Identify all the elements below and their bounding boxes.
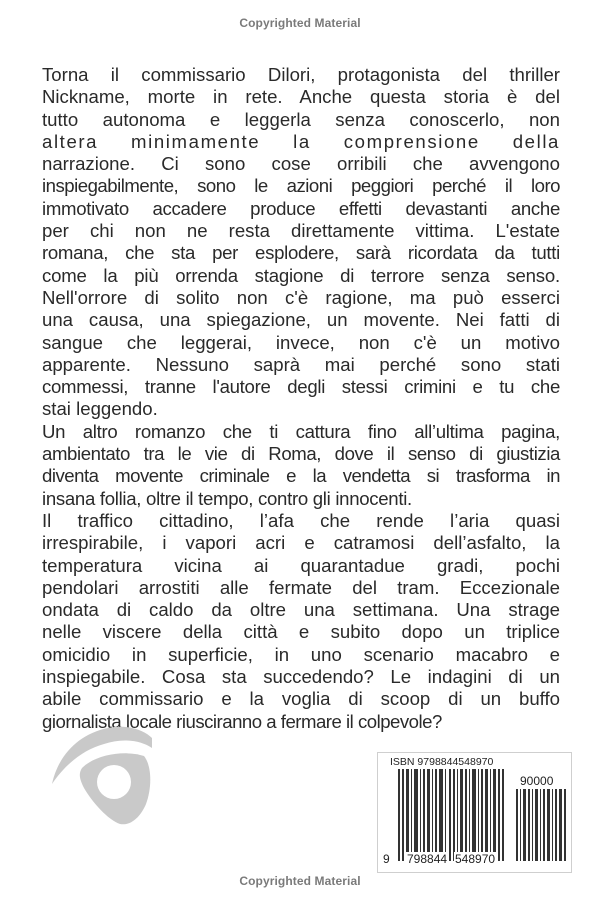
blurb-line: nelle viscere della città e subito dopo un triplice — [42, 621, 560, 643]
blurb-line: ondata di caldo da oltre una settimana. Una strage — [42, 599, 560, 621]
blurb-line: Un altro romanzo che ti cattura fino all’ultima pagina, — [42, 420, 560, 442]
blurb-line: tutto autonoma e leggerla senza conoscerlo, non — [42, 108, 560, 130]
copyright-watermark-top: Copyrighted Material — [239, 16, 361, 30]
blurb-line: stai leggendo. — [42, 398, 158, 420]
blurb-line: abile commissario e la voglia di scoop di un buffo — [42, 688, 560, 710]
blurb-line: inspiegabilmente, sono le azioni peggiori perché il loro — [42, 175, 560, 197]
addon-barcode-bars — [516, 789, 568, 861]
blurb-line: una causa, una spiegazione, un movente. Nei fatti di — [42, 309, 560, 331]
blurb-line: diventa movente criminale e la vendetta si trasforma in — [42, 465, 560, 487]
blurb-line: romana, che sta per esplodere, sarà ricordata da tutti — [42, 242, 560, 264]
blurb-line: immotivato accadere produce effetti devastanti anche — [42, 197, 560, 219]
blurb-line: insana follia, oltre il tempo, contro gli innocenti. — [42, 487, 412, 509]
isbn-label: ISBN 9798844548970 — [390, 756, 494, 768]
isbn-barcode — [377, 752, 572, 873]
blurb-line: Nickname, morte in rete. Anche questa storia è del — [42, 86, 560, 108]
barcode-digits-right: 548970 — [455, 852, 496, 866]
copyright-watermark-bottom: Copyrighted Material — [239, 874, 361, 888]
blurb-line: giornalista locale riusciranno a fermare il colpevole? — [42, 710, 442, 732]
price-code: 90000 — [520, 774, 554, 788]
blurb-line: pendolari arrostiti alle fermate del tram. Eccezionale — [42, 576, 560, 598]
blurb-line: apparente. Nessuno saprà mai perché sono stati — [42, 353, 560, 375]
blurb-line: Torna il commissario Dilori, protagonista del thriller — [42, 64, 560, 85]
barcode-digits-left: 798844 — [407, 852, 448, 866]
barcode-bars — [398, 769, 504, 861]
blurb-line: Il traffico cittadino, l’afa che rende l’aria quasi — [42, 509, 560, 531]
blurb-line: per chi non ne resta direttamente vittima. L'estate — [42, 220, 560, 242]
blurb-line: temperatura vicina ai quarantadue gradi, pochi — [42, 554, 560, 576]
publisher-logo — [48, 726, 152, 826]
blurb-line: Nell'orrore di solito non c'è ragione, ma può esserci — [42, 286, 560, 308]
blurb-line: sangue che leggerai, invece, non c'è un motivo — [42, 331, 560, 353]
back-cover-blurb — [42, 64, 560, 733]
blurb-line: omicidio in superficie, in uno scenario macabro e — [42, 643, 560, 665]
blurb-line: altera minimamente la comprensione della — [42, 130, 560, 152]
blurb-line: inspiegabile. Cosa sta succedendo? Le indagini di un — [42, 666, 560, 688]
blurb-line: narrazione. Ci sono cose orribili che avvengono — [42, 153, 560, 175]
blurb-line: irrespirabile, i vapori acri e catramosi dell’asfalto, la — [42, 532, 560, 554]
blurb-line: commessi, tranne l'autore degli stessi crimini e tu che — [42, 376, 560, 398]
barcode-digit-first: 9 — [383, 852, 390, 866]
blurb-line: ambientato tra le vie di Roma, dove il senso di giustizia — [42, 443, 560, 465]
eye-logo-icon — [48, 726, 152, 826]
blurb-line: come la più orrenda stagione di terrore senza senso. — [42, 264, 560, 286]
